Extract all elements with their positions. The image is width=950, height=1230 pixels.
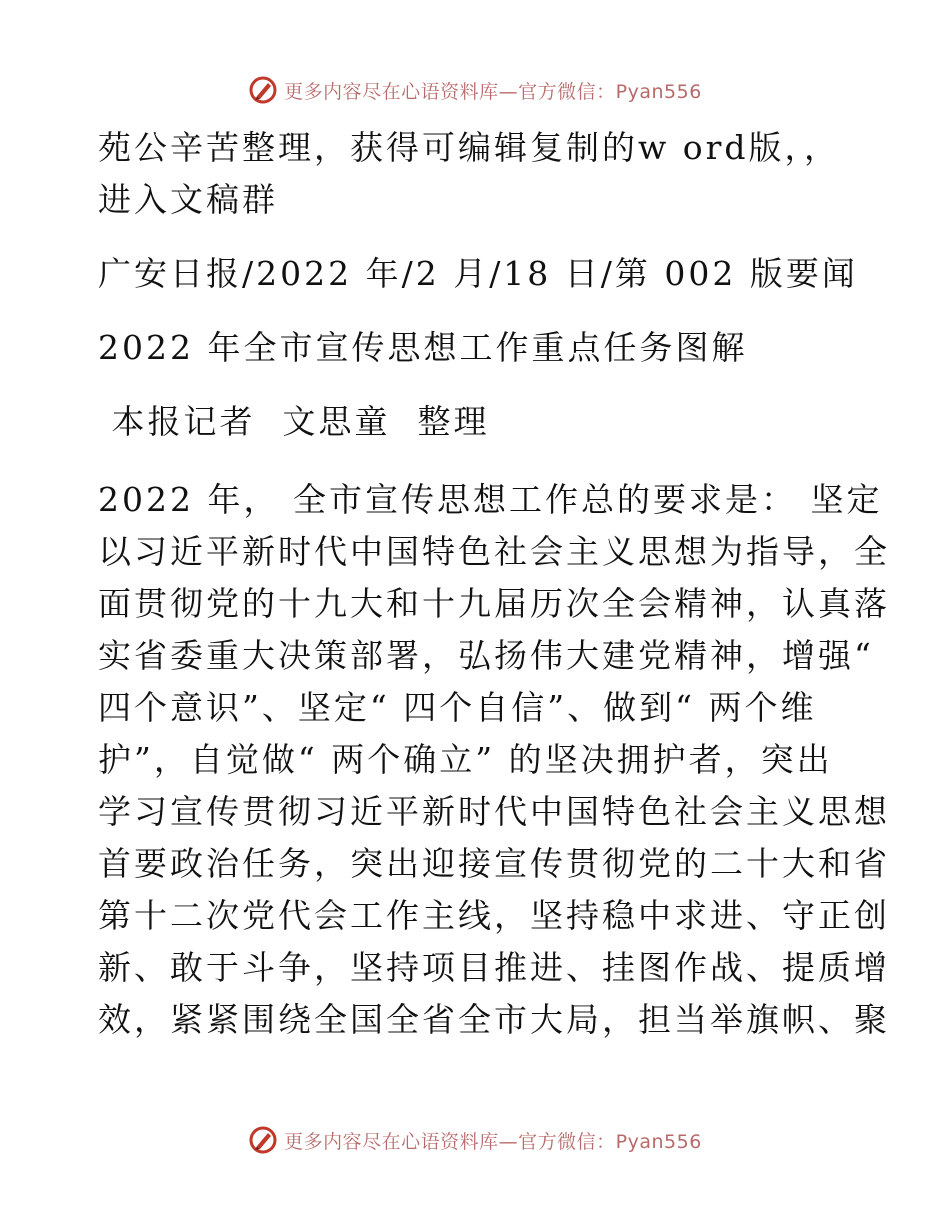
body-line: 2022 年， 全市宣传思想工作总的要求是： 坚定 bbox=[98, 480, 883, 519]
intro-paragraph bbox=[98, 122, 858, 226]
intro-line-2: 进入文稿群 bbox=[98, 180, 278, 219]
red-pen-circle-logo-icon bbox=[248, 1125, 278, 1155]
body-line: 效，紧紧围绕全国全省全市大局，担当举旗帜、聚 bbox=[98, 1000, 890, 1039]
header-watermark bbox=[0, 70, 950, 110]
body-line: 护”，自觉做“ 两个确立” 的坚决拥护者，突出 bbox=[98, 740, 833, 779]
intro-line-1: 苑公辛苦整理，获得可编辑复制的w ord版，， bbox=[98, 128, 841, 167]
body-line: 以习近平新时代中国特色社会主义思想为指导，全 bbox=[98, 532, 890, 571]
document-body bbox=[98, 122, 890, 1046]
source-line: 广安日报/2022 年/2 月/18 日/第 002 版要闻 bbox=[98, 254, 858, 293]
footer-watermark bbox=[0, 1120, 950, 1160]
body-line: 四个意识”、坚定“ 四个自信”、做到“ 两个维 bbox=[98, 688, 817, 727]
body-line: 第十二次党代会工作主线，坚持稳中求进、守正创 bbox=[98, 896, 890, 935]
article-title: 2022 年全市宣传思想工作重点任务图解 bbox=[98, 328, 748, 367]
body-line: 首要政治任务，突出迎接宣传贯彻党的二十大和省 bbox=[98, 844, 890, 883]
body-line: 面贯彻党的十九大和十九届历次全会精神，认真落 bbox=[98, 584, 890, 623]
footer-watermark-text: 更多内容尽在心语资料库—官方微信：Pyan556 bbox=[284, 1130, 702, 1153]
body-line: 新、敢于斗争，坚持项目推进、挂图作战、提质增 bbox=[98, 948, 890, 987]
byline: 本报记者 文思童 整理 bbox=[98, 402, 490, 441]
red-pen-circle-logo-icon bbox=[248, 75, 278, 105]
header-watermark-text: 更多内容尽在心语资料库—官方微信：Pyan556 bbox=[284, 80, 702, 103]
body-paragraph bbox=[98, 474, 890, 1046]
body-line: 实省委重大决策部署，弘扬伟大建党精神，增强“ bbox=[98, 636, 874, 675]
body-line: 学习宣传贯彻习近平新时代中国特色社会主义思想 bbox=[98, 792, 890, 831]
